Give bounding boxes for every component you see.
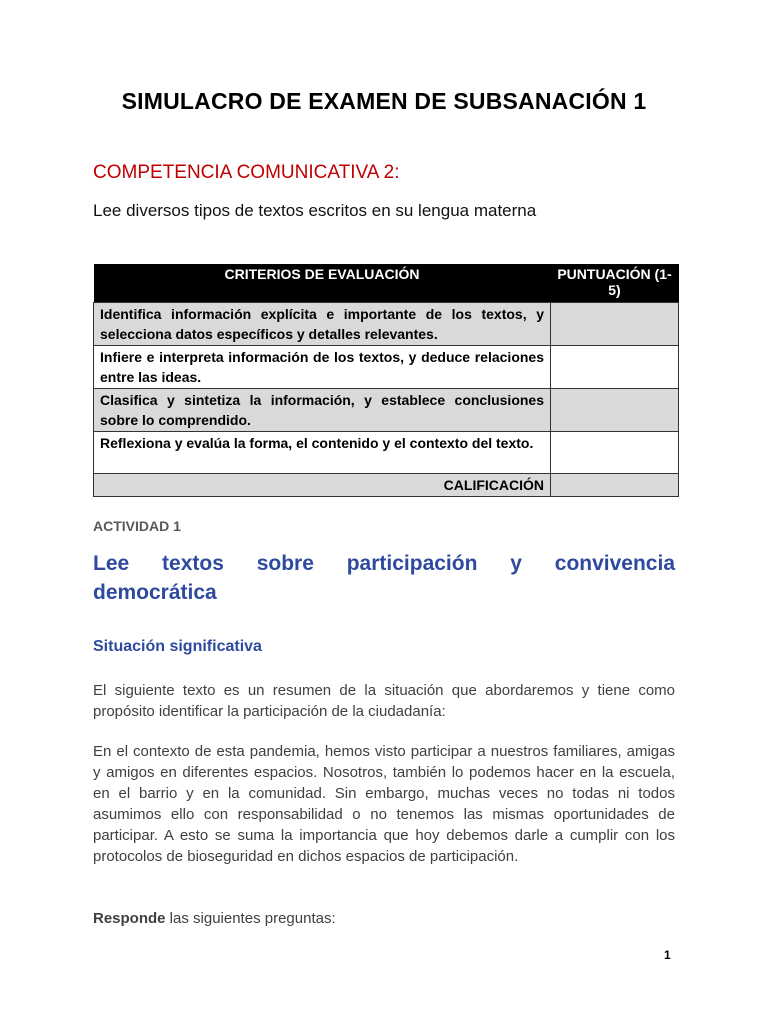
responde-instruction: [93, 908, 675, 929]
page-title: SIMULACRO DE EXAMEN DE SUBSANACIÓN 1: [121, 88, 647, 114]
intro-paragraph: El siguiente texto es un resumen de la situación que abordaremos y tiene como propósito identificar la participación de la ciudadanía:: [93, 682, 675, 720]
responde-bold: Responde: [93, 910, 166, 927]
criteria-table: [93, 264, 679, 497]
actividad-label: ACTIVIDAD 1: [93, 518, 181, 534]
table-row: [94, 431, 679, 473]
total-label: CALIFICACIÓN: [94, 473, 551, 496]
title-word: participación: [346, 552, 478, 575]
table-header-row: [94, 264, 679, 302]
responde-rest: las siguientes preguntas:: [165, 910, 336, 927]
title-word: textos: [162, 552, 224, 575]
score-cell[interactable]: [551, 431, 679, 473]
title-word: Lee: [93, 552, 130, 575]
title-word: convivencia: [554, 552, 675, 575]
competencia-heading: COMPETENCIA COMUNICATIVA 2:: [93, 162, 400, 183]
table-row: [94, 388, 679, 431]
context-paragraph: En el contexto de esta pandemia, hemos visto participar a nuestros familiares, amigas y amigos en diferentes espacios. Nosotros, también lo podemos hacer en la escuela, en el barrio y en la comunidad. Sin embargo, muchas veces no todas ni todos asumimos ello con responsabilidad o no tenemos las mismas oportunidades de participar. A esto se suma la importancia que hoy debemos darle a cumplir con los protocolos de bioseguridad en dichos espacios de participación.: [93, 743, 675, 865]
table-row: [94, 302, 679, 345]
criterion-cell: Infiere e interpreta información de los textos, y deduce relaciones entre las ideas.: [94, 345, 551, 388]
score-column-header: PUNTUACIÓN (1-5): [551, 264, 679, 302]
actividad-title-line1: [93, 549, 675, 578]
criterion-cell: Clasifica y sintetiza la información, y establece conclusiones sobre lo comprendido.: [94, 388, 551, 431]
score-cell[interactable]: [551, 302, 679, 345]
actividad-title: [93, 549, 675, 607]
total-row: [94, 473, 679, 496]
situacion-heading: Situación significativa: [93, 638, 262, 655]
criteria-column-header: CRITERIOS DE EVALUACIÓN: [94, 264, 551, 302]
competencia-description: Lee diversos tipos de textos escritos en su lengua materna: [93, 201, 537, 220]
score-cell[interactable]: [551, 345, 679, 388]
score-cell[interactable]: [551, 388, 679, 431]
page-number: 1: [664, 948, 671, 962]
total-value-cell[interactable]: [551, 473, 679, 496]
criterion-cell: Reflexiona y evalúa la forma, el contenido y el contexto del texto.: [94, 431, 551, 473]
actividad-title-line2: democrática: [93, 581, 217, 604]
criterion-cell: Identifica información explícita e importante de los textos, y selecciona datos específicos y detalles relevantes.: [94, 302, 551, 345]
title-word: y: [510, 552, 522, 575]
table-row: [94, 345, 679, 388]
title-word: sobre: [256, 552, 314, 575]
